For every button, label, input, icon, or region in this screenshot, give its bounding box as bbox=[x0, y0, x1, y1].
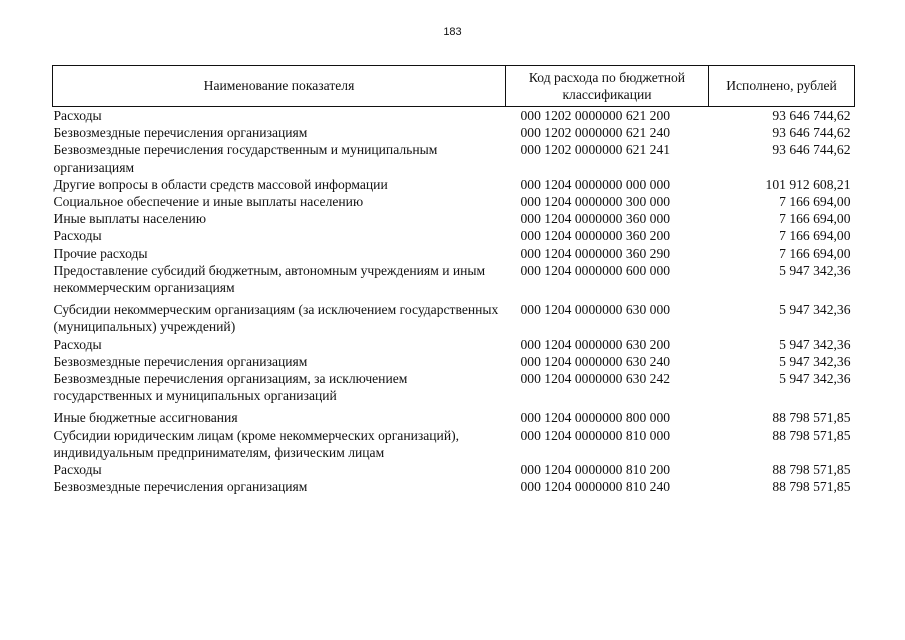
table-body bbox=[53, 107, 855, 496]
table-row bbox=[53, 353, 855, 370]
row-indicator-name: Расходы bbox=[53, 462, 102, 478]
row-indicator-name: Субсидии некоммерческим организациям (за исключением государственных (муниципальных) учреждений) bbox=[53, 302, 499, 335]
table-row bbox=[53, 124, 855, 141]
row-indicator-name: Расходы bbox=[53, 228, 102, 244]
table-header bbox=[53, 66, 855, 107]
row-budget-code: 000 1202 0000000 621 200 bbox=[520, 108, 671, 123]
row-budget-code: 000 1204 0000000 300 000 bbox=[520, 194, 671, 210]
row-executed-amount: 5 947 342,36 bbox=[779, 302, 851, 318]
table-row bbox=[53, 176, 855, 193]
table-row bbox=[53, 107, 855, 125]
expenditure-table bbox=[52, 65, 855, 495]
row-executed-amount: 7 166 694,00 bbox=[779, 194, 851, 210]
expenditure-table-container bbox=[52, 65, 854, 495]
row-budget-code: 000 1204 0000000 810 240 bbox=[520, 479, 671, 495]
row-indicator-name: Другие вопросы в области средств массовой информации bbox=[53, 176, 388, 192]
table-row bbox=[53, 427, 855, 461]
row-indicator-name: Безвозмездные перечисления организациям bbox=[53, 353, 308, 369]
row-budget-code: 000 1204 0000000 810 200 bbox=[520, 462, 671, 478]
row-executed-amount: 88 798 571,85 bbox=[772, 479, 851, 495]
header-indicator-name: Наименование показателя bbox=[53, 66, 506, 107]
row-indicator-name: Безвозмездные перечисления организациям, за исключением государственных и муниципальных организаций bbox=[53, 371, 408, 404]
row-executed-amount: 7 166 694,00 bbox=[779, 245, 851, 261]
header-budget-code: Код расхода по бюджетной классификации bbox=[506, 66, 709, 107]
row-budget-code: 000 1202 0000000 621 240 bbox=[520, 125, 671, 141]
row-executed-amount: 101 912 608,21 bbox=[765, 176, 851, 192]
row-indicator-name: Субсидии юридическим лицам (кроме некоммерческих организаций), индивидуальным предпринимателям, физическим лицам bbox=[53, 427, 460, 460]
row-executed-amount: 88 798 571,85 bbox=[772, 410, 851, 426]
header-executed-amount: Исполнено, рублей bbox=[709, 66, 855, 107]
row-indicator-name: Социальное обеспечение и иные выплаты населению bbox=[53, 194, 364, 210]
row-indicator-name: Безвозмездные перечисления государственным и муниципальным организациям bbox=[53, 142, 438, 175]
header-row bbox=[53, 66, 855, 107]
row-budget-code: 000 1204 0000000 630 242 bbox=[520, 371, 671, 387]
row-indicator-name: Расходы bbox=[53, 336, 102, 352]
table-row bbox=[53, 227, 855, 244]
row-budget-code: 000 1204 0000000 630 240 bbox=[520, 353, 671, 369]
row-executed-amount: 5 947 342,36 bbox=[779, 262, 851, 278]
row-budget-code: 000 1204 0000000 360 290 bbox=[520, 245, 671, 261]
row-executed-amount: 93 646 744,62 bbox=[772, 108, 851, 123]
table-row bbox=[53, 210, 855, 227]
table-row bbox=[53, 262, 855, 296]
table-row bbox=[53, 193, 855, 210]
table-row bbox=[53, 296, 855, 335]
table-row bbox=[53, 478, 855, 495]
row-indicator-name: Предоставление субсидий бюджетным, автономным учреждениям и иным некоммерческим организациям bbox=[53, 262, 486, 296]
row-executed-amount: 5 947 342,36 bbox=[779, 336, 851, 352]
table-row bbox=[53, 370, 855, 404]
row-indicator-name: Безвозмездные перечисления организациям bbox=[53, 479, 308, 495]
table-row bbox=[53, 404, 855, 426]
row-indicator-name: Иные бюджетные ассигнования bbox=[53, 410, 238, 426]
row-indicator-name: Безвозмездные перечисления организациям bbox=[53, 125, 308, 141]
row-budget-code: 000 1204 0000000 000 000 bbox=[520, 176, 671, 192]
row-budget-code: 000 1204 0000000 630 000 bbox=[520, 302, 671, 318]
row-budget-code: 000 1204 0000000 360 000 bbox=[520, 211, 671, 227]
row-executed-amount: 88 798 571,85 bbox=[772, 427, 851, 443]
row-indicator-name: Прочие расходы bbox=[53, 245, 148, 261]
table-row bbox=[53, 141, 855, 175]
row-indicator-name: Расходы bbox=[53, 108, 102, 123]
row-executed-amount: 93 646 744,62 bbox=[772, 125, 851, 141]
row-executed-amount: 5 947 342,36 bbox=[779, 371, 851, 387]
row-indicator-name: Иные выплаты населению bbox=[53, 211, 206, 227]
page-number: 183 bbox=[443, 26, 462, 38]
row-budget-code: 000 1204 0000000 800 000 bbox=[520, 410, 671, 426]
row-executed-amount: 88 798 571,85 bbox=[772, 462, 851, 478]
row-budget-code: 000 1204 0000000 630 200 bbox=[520, 336, 671, 352]
row-budget-code: 000 1204 0000000 810 000 bbox=[520, 427, 671, 443]
row-executed-amount: 7 166 694,00 bbox=[779, 228, 851, 244]
row-budget-code: 000 1204 0000000 360 200 bbox=[520, 228, 671, 244]
row-executed-amount: 93 646 744,62 bbox=[772, 142, 851, 158]
row-executed-amount: 7 166 694,00 bbox=[779, 211, 851, 227]
row-budget-code: 000 1202 0000000 621 241 bbox=[520, 142, 671, 158]
row-budget-code: 000 1204 0000000 600 000 bbox=[520, 262, 671, 278]
table-row bbox=[53, 245, 855, 262]
row-executed-amount: 5 947 342,36 bbox=[779, 353, 851, 369]
table-row bbox=[53, 461, 855, 478]
table-row bbox=[53, 336, 855, 353]
